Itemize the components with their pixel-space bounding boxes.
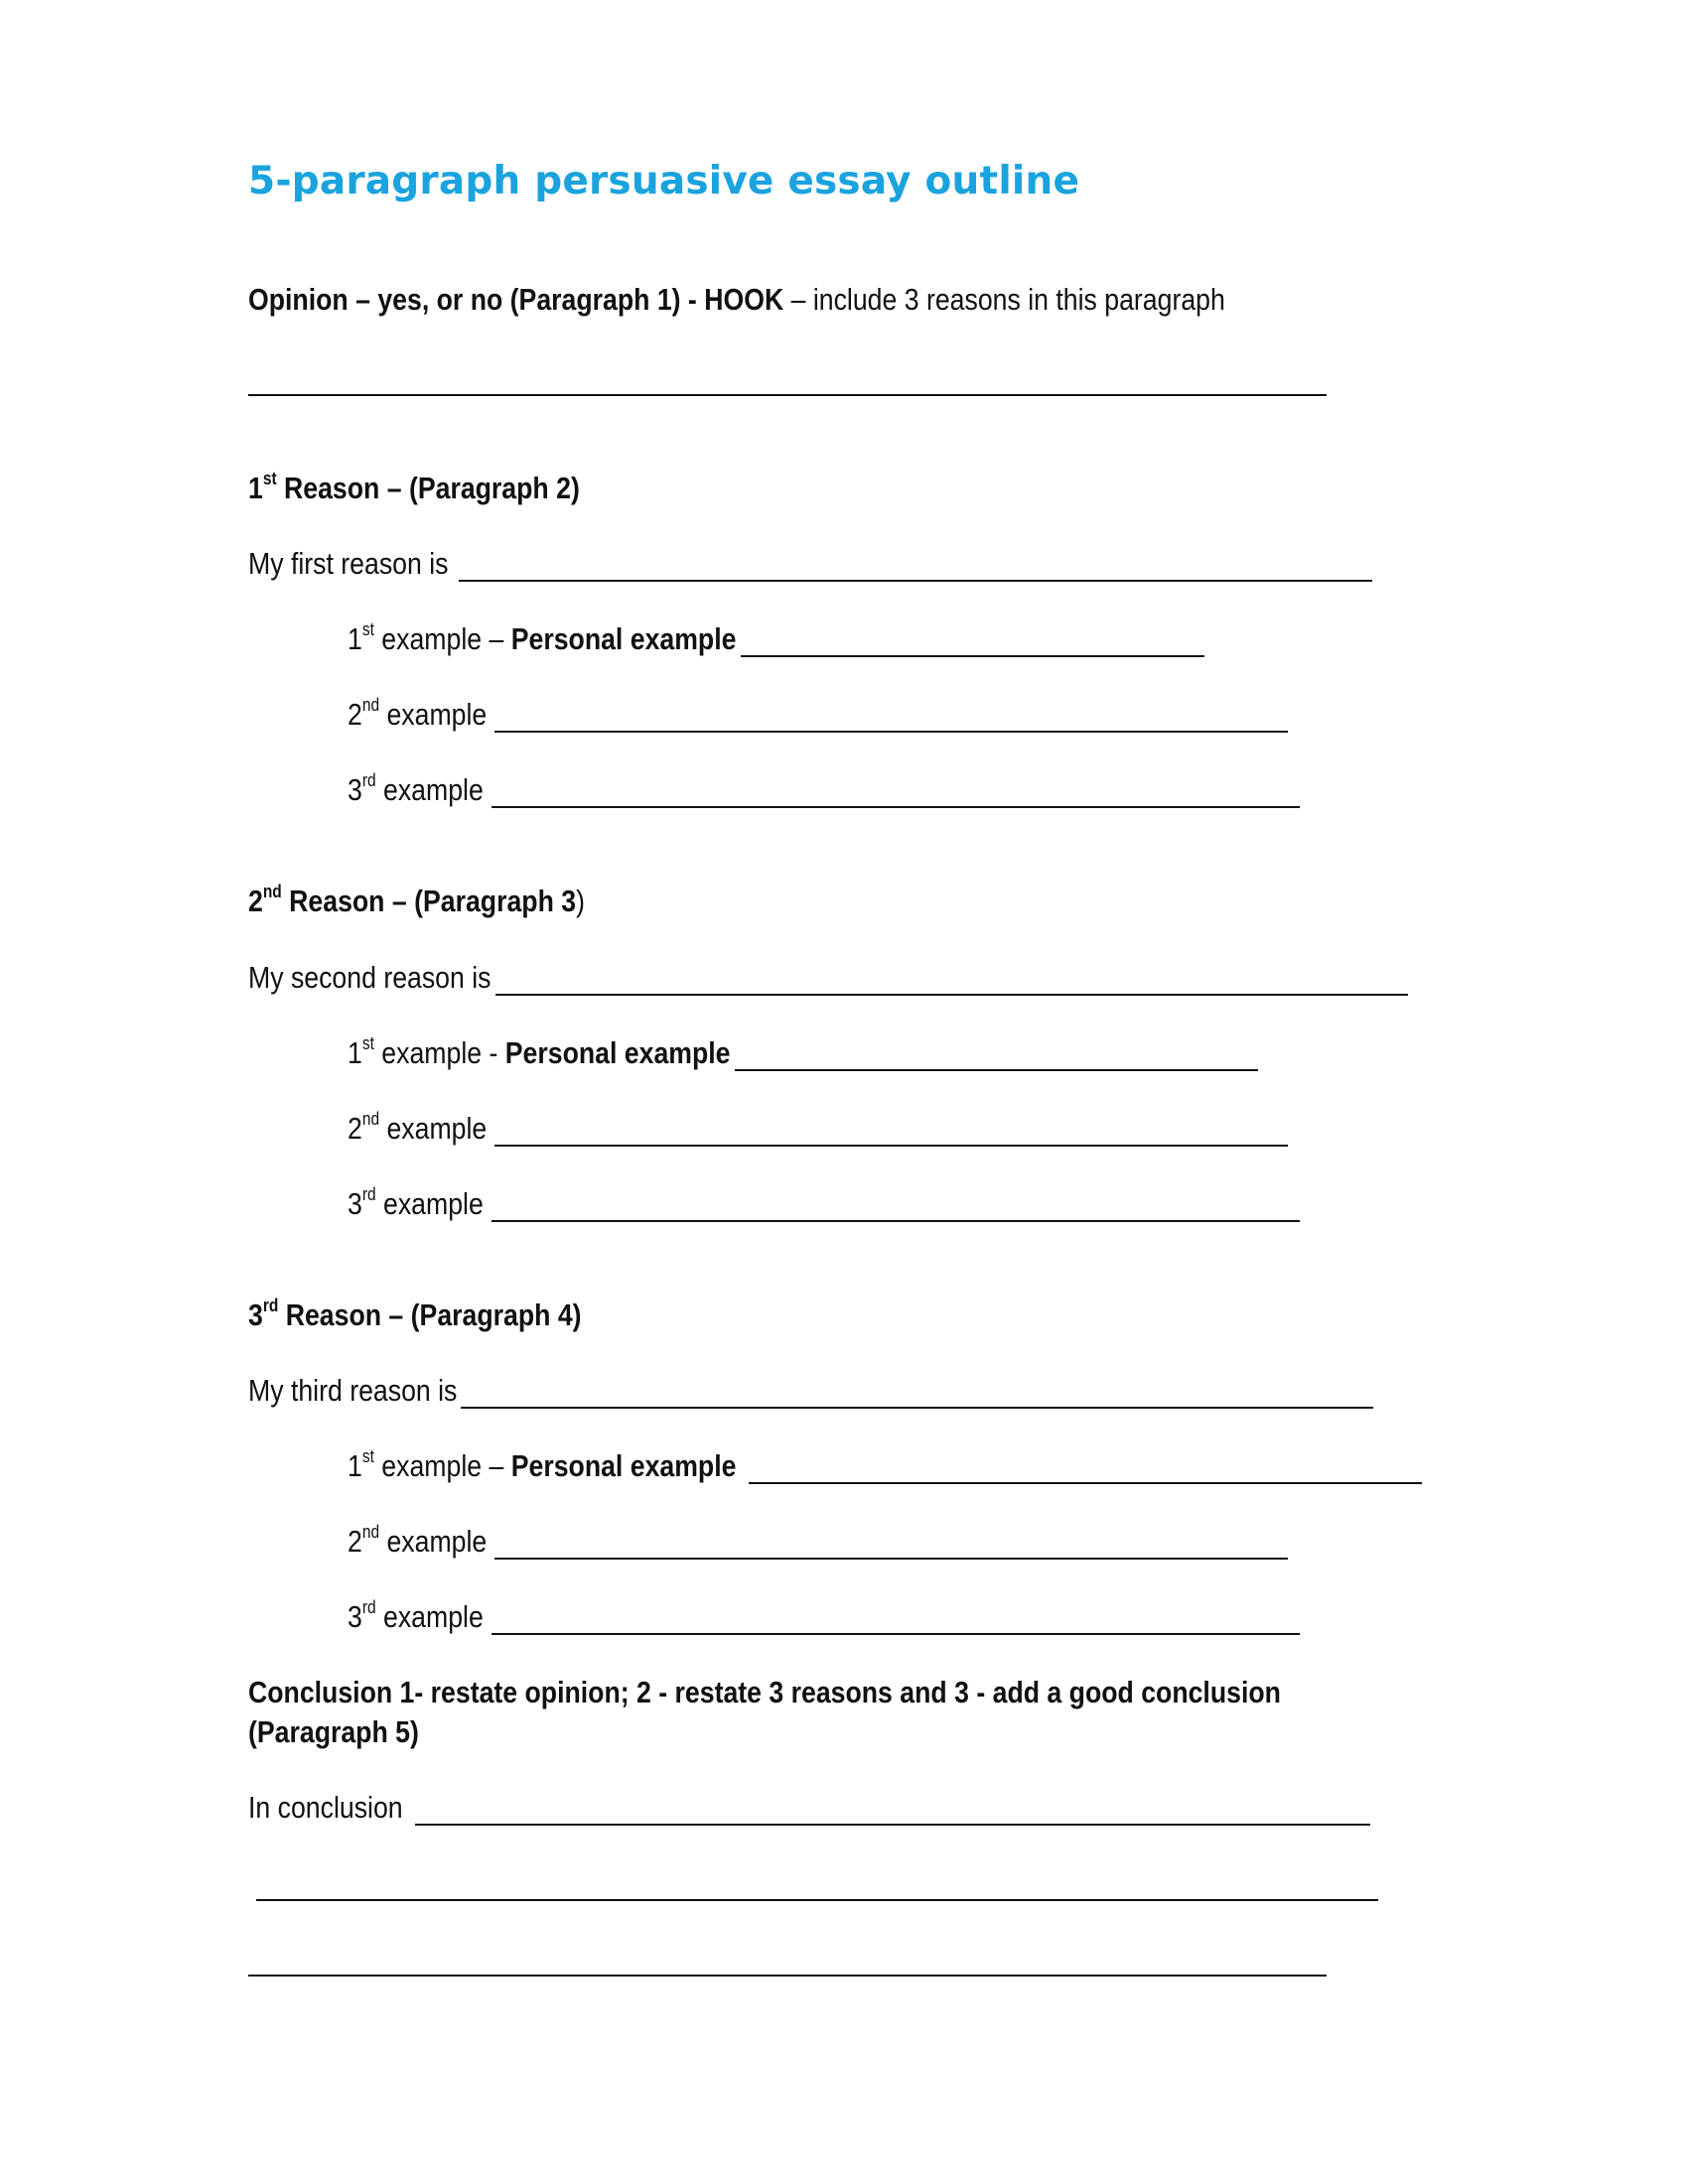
- reason3-ex1-bold: Personal example: [510, 1448, 737, 1483]
- reason2-example2: [348, 1110, 487, 1148]
- reason1-answer-line[interactable]: [459, 580, 1372, 582]
- reason3-ex1-num: 1: [348, 1448, 362, 1483]
- conclusion-prompt: In conclusion: [248, 1790, 403, 1825]
- reason1-example3: [348, 771, 484, 809]
- conclusion-answer-line[interactable]: [415, 1824, 1370, 1826]
- reason1-prompt: My first reason is: [248, 546, 449, 581]
- reason3-prompt: My third reason is: [248, 1373, 458, 1408]
- reason1-ex3-label: example: [375, 772, 484, 807]
- reason2-example2-line[interactable]: [494, 1145, 1288, 1147]
- reason1-example2-line[interactable]: [494, 731, 1288, 733]
- reason3-ex3-label: example: [375, 1599, 484, 1634]
- reason2-ex1-bold: Personal example: [504, 1035, 731, 1070]
- reason3-ex2-num: 2: [348, 1524, 362, 1559]
- reason3-example2-line[interactable]: [494, 1558, 1288, 1560]
- reason2-ex2-num: 2: [348, 1111, 362, 1146]
- reason2-answer-line[interactable]: [495, 994, 1408, 996]
- conclusion-heading-line2: (Paragraph 5): [248, 1714, 419, 1749]
- reason1-heading-sup: st: [262, 468, 277, 488]
- reason3-example2: [348, 1523, 487, 1561]
- reason1-example1: [348, 620, 736, 658]
- reason1-ex1-sup: st: [361, 618, 374, 639]
- reason3-heading-sup: rd: [262, 1295, 279, 1315]
- reason2-heading-sup: nd: [262, 881, 282, 901]
- reason1-example1-line[interactable]: [741, 655, 1204, 657]
- opinion-heading-rest: – include 3 reasons in this paragraph: [783, 282, 1225, 317]
- reason2-ex1-sup: st: [361, 1032, 374, 1053]
- reason2-heading-close: ): [576, 884, 585, 918]
- reason3-ex3-sup: rd: [361, 1596, 376, 1617]
- reason3-answer-line[interactable]: [461, 1407, 1373, 1409]
- reason1-ex2-sup: nd: [361, 694, 380, 715]
- reason3-ex1-sup: st: [361, 1445, 374, 1466]
- reason1-heading-rest: Reason – (Paragraph 2): [276, 471, 580, 505]
- page-title: 5-paragraph persuasive essay outline: [248, 159, 1080, 204]
- conclusion-heading-line1: Conclusion 1- restate opinion; 2 - restate 3 reasons and 3 - add a good conclusion: [248, 1675, 1281, 1709]
- reason2-example1-line[interactable]: [735, 1069, 1258, 1071]
- reason1-ex3-sup: rd: [361, 769, 376, 790]
- reason3-example3-line[interactable]: [492, 1633, 1300, 1635]
- reason3-heading: [248, 1297, 582, 1334]
- reason3-ex2-label: example: [379, 1524, 488, 1559]
- reason1-heading: [248, 470, 580, 507]
- reason1-ex2-label: example: [379, 697, 488, 732]
- reason1-ex1-label: example –: [373, 621, 511, 656]
- reason2-ex2-sup: nd: [361, 1108, 380, 1129]
- reason1-heading-num: 1: [248, 471, 263, 505]
- reason2-heading: [248, 883, 585, 920]
- reason2-heading-num: 2: [248, 884, 263, 918]
- reason3-ex2-sup: nd: [361, 1521, 380, 1542]
- opinion-answer-line[interactable]: [248, 394, 1327, 396]
- reason1-ex2-num: 2: [348, 697, 362, 732]
- reason3-example1: [348, 1447, 736, 1485]
- reason3-heading-num: 3: [248, 1297, 263, 1332]
- opinion-heading: [248, 281, 1225, 319]
- reason3-example3: [348, 1598, 484, 1636]
- reason2-ex3-num: 3: [348, 1186, 362, 1221]
- reason3-ex3-num: 3: [348, 1599, 362, 1634]
- reason1-example2: [348, 696, 487, 734]
- reason2-example1: [348, 1034, 730, 1072]
- reason1-ex3-num: 3: [348, 772, 362, 807]
- opinion-heading-bold: Opinion – yes, or no (Paragraph 1) - HOOK: [248, 282, 784, 317]
- reason2-example3-line[interactable]: [492, 1220, 1300, 1222]
- reason3-heading-rest: Reason – (Paragraph 4): [278, 1297, 582, 1332]
- reason1-ex1-bold: Personal example: [510, 621, 737, 656]
- reason2-ex1-num: 1: [348, 1035, 362, 1070]
- reason2-ex2-label: example: [379, 1111, 488, 1146]
- reason2-example3: [348, 1185, 484, 1223]
- reason1-example3-line[interactable]: [492, 806, 1300, 808]
- reason3-ex1-label: example –: [373, 1448, 511, 1483]
- reason1-ex1-num: 1: [348, 621, 362, 656]
- conclusion-extra-line-2[interactable]: [248, 1975, 1327, 1977]
- reason2-ex1-label: example -: [373, 1035, 505, 1070]
- reason2-heading-rest: Reason – (Paragraph 3: [281, 884, 577, 918]
- reason2-prompt: My second reason is: [248, 960, 492, 995]
- reason2-ex3-sup: rd: [361, 1183, 376, 1204]
- conclusion-extra-line-1[interactable]: [256, 1899, 1378, 1901]
- reason2-ex3-label: example: [375, 1186, 484, 1221]
- reason3-example1-line[interactable]: [749, 1482, 1422, 1484]
